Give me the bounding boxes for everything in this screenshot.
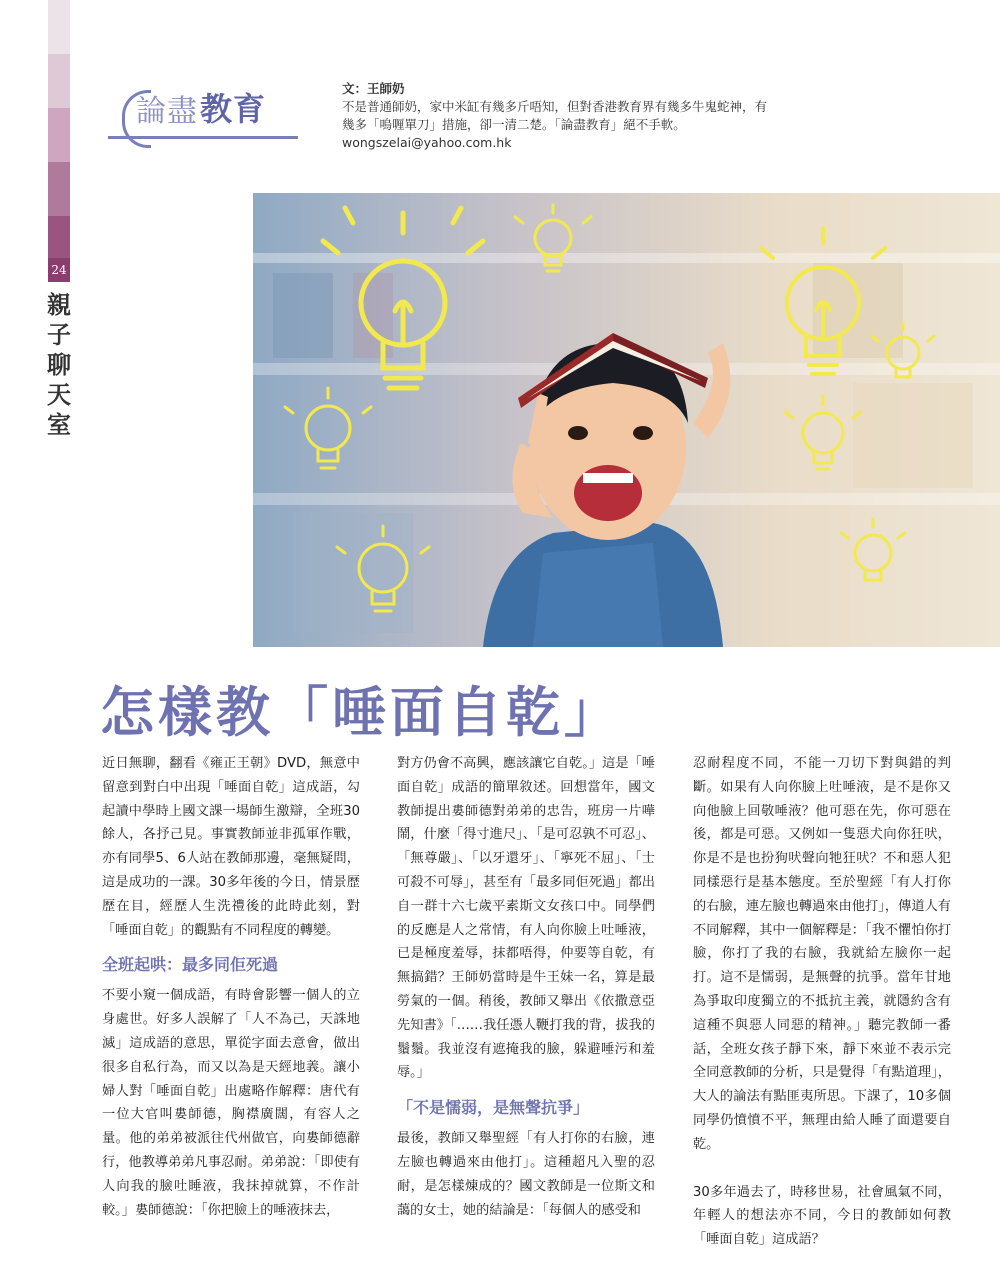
hero-illustration — [253, 193, 1000, 647]
section-title-char: 天 — [47, 380, 71, 409]
sidebar-stripe — [48, 0, 70, 54]
article-paragraph: 對方仍會不高興，應該讓它自乾。」這是「唾面自乾」成語的簡單敘述。回想當年，國文教師提出婁師德對弟弟的忠告，班房一片嘩鬧，什麼「得寸進尺」、「是可忍孰不可忍」、「無尊嚴」、「以牙還牙」、「寧死不屈」、「士可殺不可辱」，甚至有「最多同佢死過」都出自一群十六七歲平素斯文女孩口中。同學們的反應是人之常情，有人向你臉上吐唾液，已是極度羞辱，抹都唔得，仲要等自乾，有無搞錯？王師奶當時是牛王妹一名，算是最勞氣的一個。稍後，教師又舉出《依撒意亞先知書》「……我任憑人鞭打我的背，拔我的鬚鬚。我並沒有遮掩我的臉，躲避唾污和羞辱。」 — [397, 756, 655, 1081]
article-column-2 — [397, 752, 655, 1222]
article-column-3 — [693, 752, 951, 1252]
article-paragraph: 忍耐程度不同，不能一刀切下對與錯的判斷。如果有人向你臉上吐唾液，是不是你又向他臉上回敬唾液？他可惡在先，你可惡在後，都是可惡。又例如一隻惡犬向你狂吠，你是不是也扮狗吠聲向牠狂吠？不和惡人犯同樣惡行是基本態度。至於聖經「有人打你的右臉，連左臉也轉過來由他打」，傳道人有不同解釋，其中一個解釋是：「我不懼怕你打臉，你打了我的右臉，我就給左臉你一起打。這不是懦弱，是無聲的抗爭。當年甘地為爭取印度獨立的不抵抗主義，就隱約含有這種不與惡人同惡的精神。」聽完教師一番話，全班女孩子靜下來，靜下來並不表示完全同意教師的分析，只是覺得「有點道理」，大人的論法有點匪夷所思。下課了，10多個同學仍憤憤不平，無理由給人睡了面還要自乾。 — [693, 756, 951, 1152]
article-headline: 怎樣教「唾面自乾」 — [100, 680, 622, 744]
author-email[interactable]: wongszelai@yahoo.com.hk — [342, 135, 512, 150]
page-number: 24 — [48, 258, 70, 282]
logo-bold-text: 教育 — [200, 90, 267, 128]
author-byline: 文：王師奶 — [342, 81, 405, 96]
section-title-char: 室 — [47, 410, 71, 439]
logo-underline — [108, 136, 298, 139]
sidebar-stripe — [48, 54, 70, 108]
article-column-1 — [102, 752, 360, 1222]
section-title-char: 子 — [47, 320, 71, 349]
sidebar-stripe — [48, 162, 70, 216]
article-subhead: 全班起哄：最多同佢死過 — [102, 955, 279, 975]
author-info — [342, 80, 772, 152]
sidebar-color-stripes — [48, 0, 70, 265]
section-title-vertical — [46, 290, 72, 440]
article-paragraph: 不要小窺一個成語，有時會影響一個人的立身處世。好多人誤解了「人不為己，天誅地滅」這成語的意思，單從字面去意會，做出很多自私行為，而又以為是天經地義。讓小婦人對「唾面自乾」出處略作解釋：唐代有一位大官叫婁師德，胸襟廣闊，有容人之量。他的弟弟被派往代州做官，向婁師德辭行，他教導弟弟凡事忍耐。弟弟說：「即使有人向我的臉吐睡液，我抹掉就算，不作計較。」婁師德說：「你把臉上的唾液抹去， — [102, 988, 360, 1218]
author-bio: 不是普通師奶，家中米缸有幾多斤唔知，但對香港教育界有幾多牛鬼蛇神，有幾多「嗚喱單刀」措施，卻一清二楚。「論盡教育」絕不手軟。 — [342, 99, 768, 132]
article-paragraph: 近日無聊，翻看《雍正王朝》DVD，無意中留意到對白中出現「唾面自乾」這成語，勾起讀中學時上國文課一場師生激辯，全班30餘人，各抒己見。事實教師並非孤軍作戰，亦有同學5、6人站在教師那邊，毫無疑問，這是成功的一課。30多年後的今日，情景歷歷在目，經歷人生洗禮後的此時此刻，對「唾面自乾」的觀點有不同程度的轉變。 — [102, 756, 360, 938]
article-subhead: 「不是懦弱，是無聲抗爭」 — [397, 1098, 590, 1118]
section-title-char: 聊 — [47, 350, 71, 379]
sidebar-stripe — [48, 108, 70, 162]
article-paragraph: 30多年過去了，時移世易，社會風氣不同，年輕人的想法亦不同，今日的教師如何教「唾面自乾」這成語？ — [693, 1184, 951, 1248]
column-logo — [108, 78, 308, 148]
section-title-char: 親 — [47, 290, 71, 319]
article-paragraph: 最後，教師又舉聖經「有人打你的右臉，連左臉也轉過來由他打」。這種超凡入聖的忍耐，是怎樣煉成的？國文教師是一位斯文和藹的女士，她的結論是：「每個人的感受和 — [397, 1131, 655, 1218]
hero-image — [253, 193, 1000, 647]
logo-light-text: 論盡 — [136, 94, 198, 129]
